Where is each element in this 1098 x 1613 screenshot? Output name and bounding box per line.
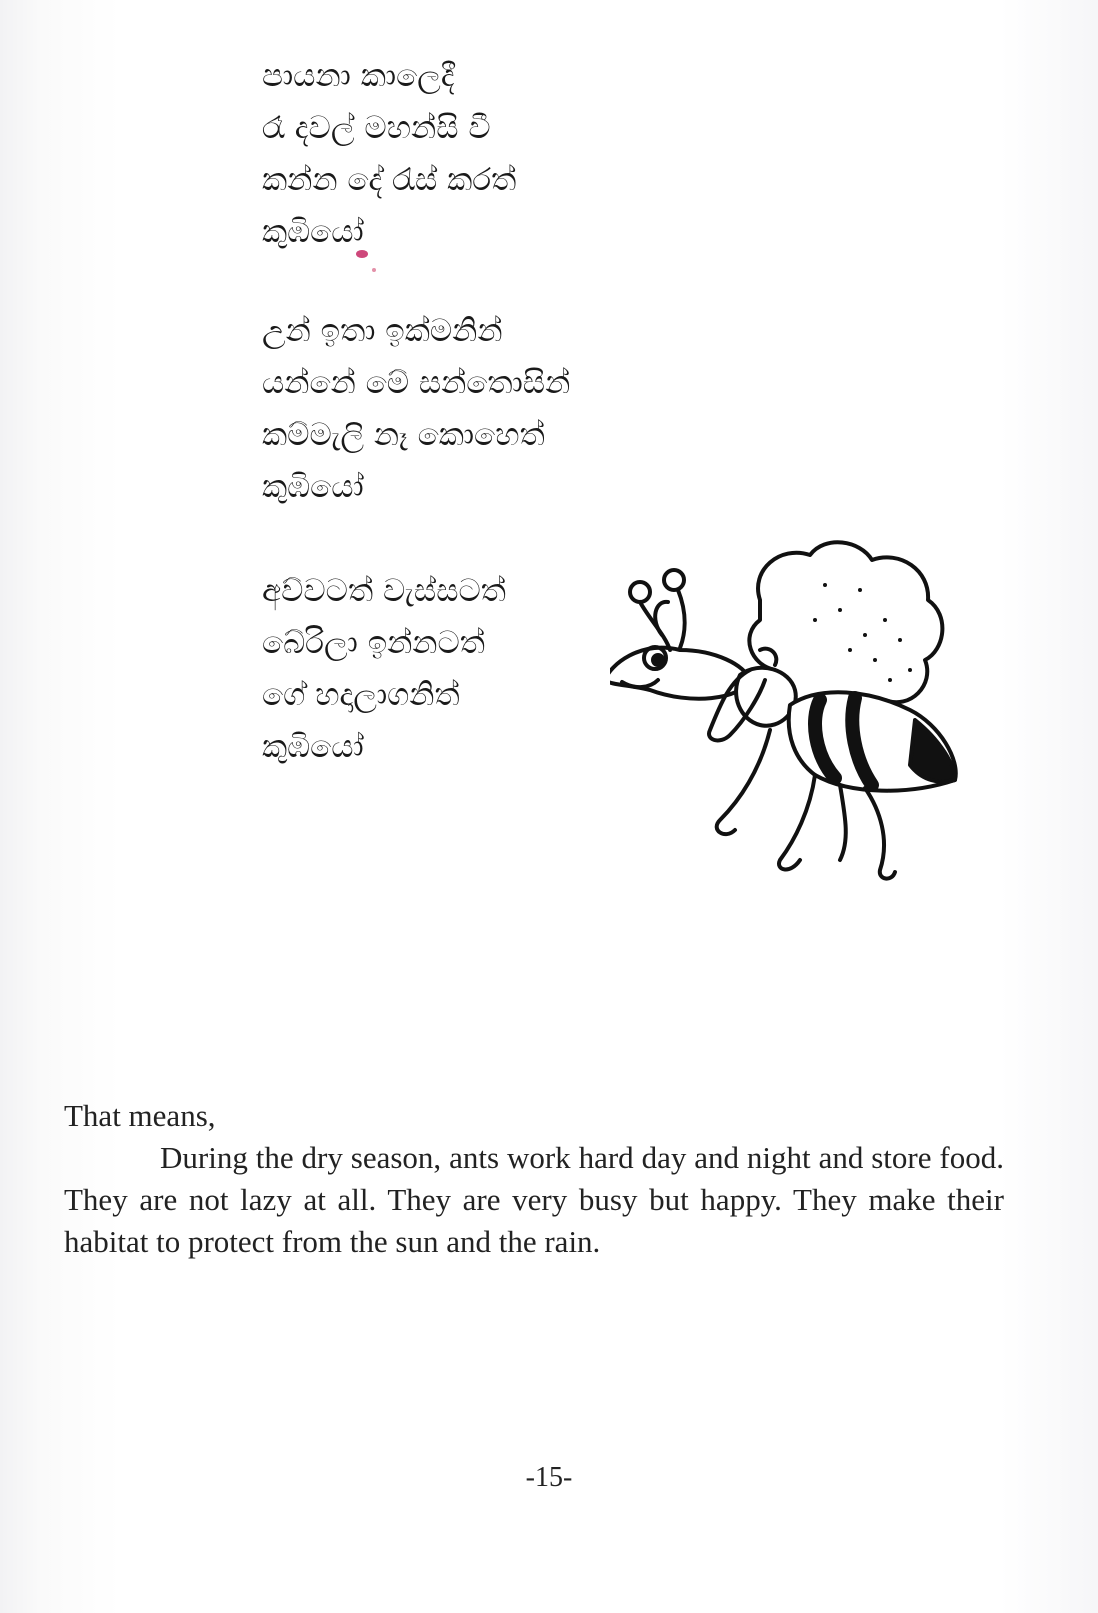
poem-line: යන්නේ මේ සන්තොසින් <box>262 365 571 401</box>
poem-line: ගේ හදාලාගනිත් <box>262 677 460 713</box>
english-translation <box>64 1095 1004 1263</box>
translation-paragraph: During the dry season, ants work hard day and night and store food. They are not lazy at all. They are very busy but happy. They make their habitat to protect from the sun and the rain. <box>64 1140 1004 1259</box>
poem-line: බේරිලා ඉන්නටත් <box>262 625 485 661</box>
poem-line: පායනා කාලෙදී <box>262 58 455 94</box>
poem-line: කම්මැලි නෑ කොහෙත් <box>262 417 545 453</box>
poem-stanza-3 <box>262 565 506 773</box>
poem-line: කුඹියෝ <box>262 729 364 765</box>
poem-line: කුඹියෝ <box>262 214 364 250</box>
poem-stanza-2 <box>262 305 570 513</box>
poem-line: රෑ දවල් මහන්සි වී <box>262 110 491 146</box>
poem-line: කුඹියෝ <box>262 469 364 505</box>
translation-lead: That means, <box>64 1098 216 1133</box>
poem-line: කන්න දේ රැස් කරත් <box>262 162 517 198</box>
page-number: -15- <box>525 1462 573 1493</box>
ink-speck <box>372 268 376 272</box>
poem-stanza-1 <box>262 50 516 258</box>
poem-line: උන් ඉතා ඉක්මනින් <box>262 313 503 349</box>
poem-line: අව්වටත් වැස්සටත් <box>262 573 506 609</box>
ant-carrying-food-icon <box>610 540 990 890</box>
